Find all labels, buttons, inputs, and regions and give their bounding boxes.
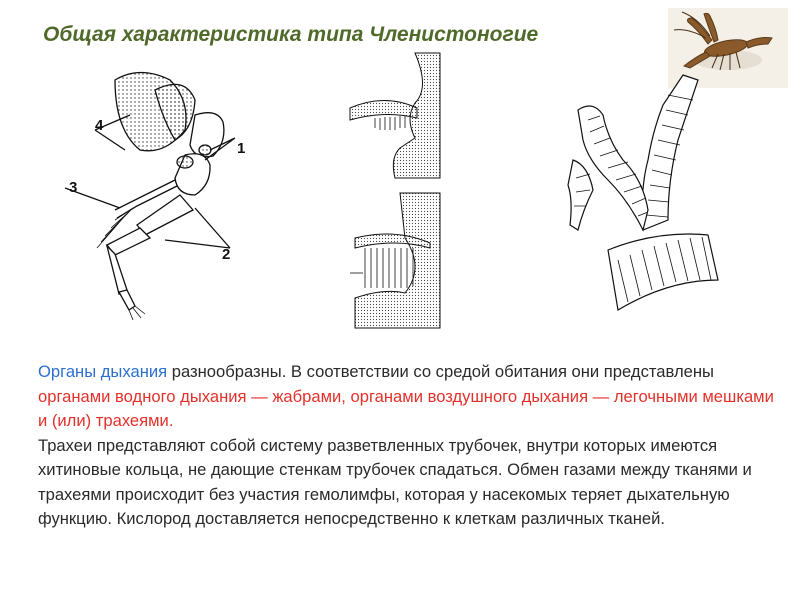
body-text [38,360,778,532]
figure-label-1: 1 [237,140,246,157]
highlight-organ-types: органами водного дыхания — жабрами, органами воздушного дыхания — легочными мешками и (или) трахеями. [38,386,774,430]
trachea-tube-diagram [548,70,723,320]
paragraph-respiratory-organs [38,360,778,434]
figure-label-2: 2 [222,246,231,263]
figure-label-4: 4 [95,117,104,134]
paragraph-trachea: Трахеи представляют собой систему разветвленных трубочек, внутри которых имеются хитиновые кольца, не дающие стенкам трубочек спадаться. Обмен газами между тканями и трахеями происходит без участия гемолимфы, которая у насекомых теряет дыхательную функцию. Кислород доставляется непосредственно к клеткам различных тканей. [38,435,752,528]
page-title: Общая характеристика типа Членистоногие [43,23,539,46]
gill-structure-diagram [345,48,445,333]
figure-label-3: 3 [69,179,78,196]
paragraph1-middle: разнообразны. В соответствии со средой обитания они представлены [167,362,714,381]
highlight-respiratory-organs: Органы дыхания [38,362,168,381]
